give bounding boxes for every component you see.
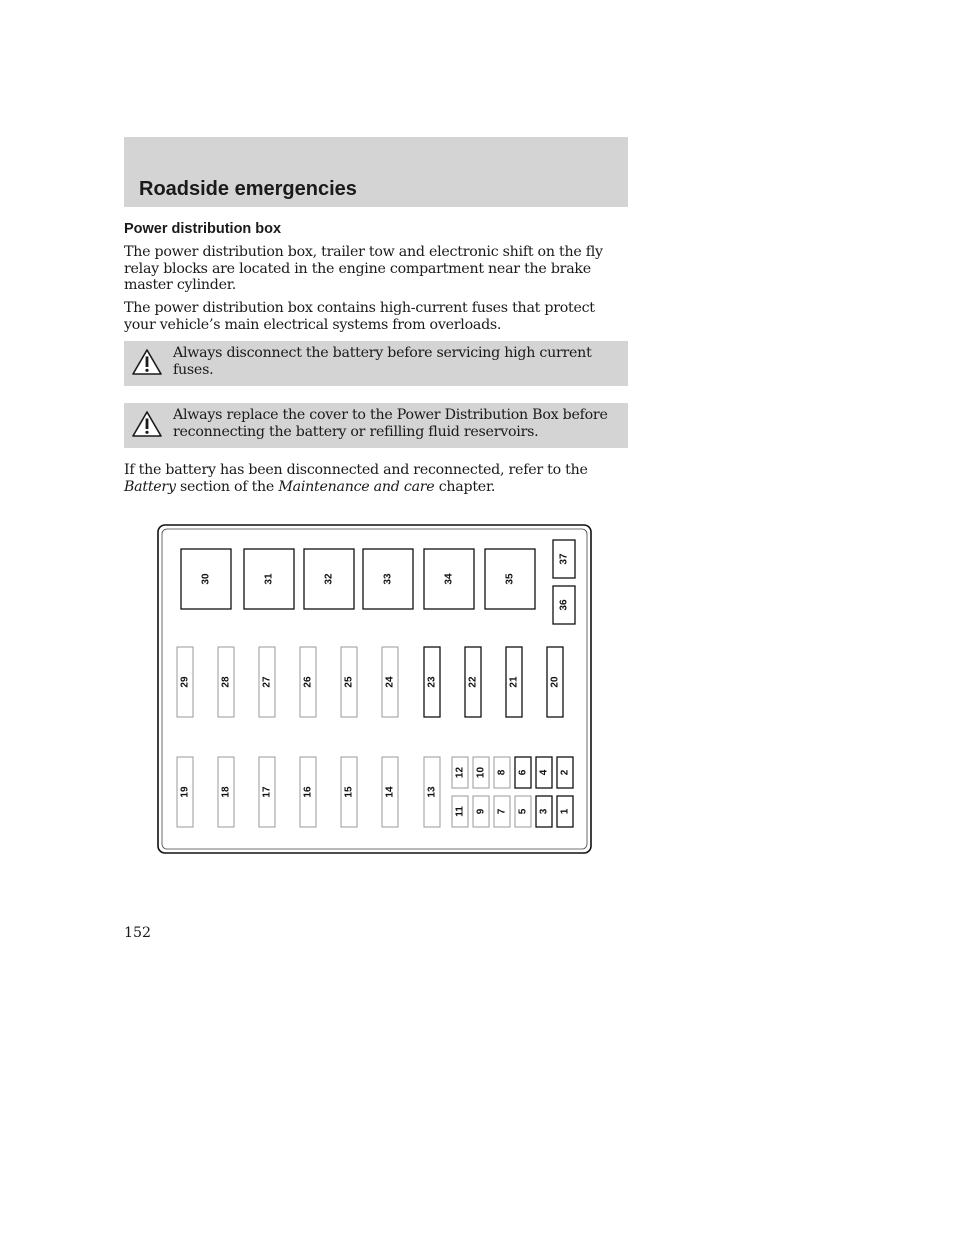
maintenance-chapter-reference: Maintenance and care	[278, 478, 435, 495]
closing-text-after: chapter.	[434, 478, 496, 495]
fuse-11	[452, 796, 468, 827]
fuse-12	[452, 757, 468, 788]
fuse-8	[494, 757, 510, 788]
warning-box-cover	[124, 403, 628, 448]
fuse-19-label: 19	[179, 786, 191, 798]
closing-paragraph	[124, 462, 629, 495]
fuse-17	[259, 757, 275, 827]
fuse-27	[259, 647, 275, 717]
fuse-23	[424, 647, 440, 717]
fuse-6	[515, 757, 531, 788]
fuse-26-label: 26	[302, 676, 314, 688]
fuse-37	[553, 540, 575, 578]
fuse-28	[218, 647, 234, 717]
intro-paragraph: The power distribution box, trailer tow and electronic shift on the fly relay blocks are located in the engine compartment near the brake master cylinder.	[124, 244, 603, 293]
fuse-28-label: 28	[220, 676, 232, 688]
warning-icon	[131, 410, 163, 438]
fuse-paragraph: The power distribution box contains high-current fuses that protect your vehicle’s main electrical systems from overloads.	[124, 300, 595, 333]
fuse-35-label: 35	[504, 573, 516, 585]
fuse-29	[177, 647, 193, 717]
fuse-20	[547, 647, 563, 717]
fuse-29-label: 29	[179, 676, 191, 688]
fuse-3	[536, 796, 552, 827]
fuse-22-label: 22	[467, 676, 479, 688]
fuse-24-label: 24	[384, 676, 396, 688]
fuse-25	[341, 647, 357, 717]
section-heading: Power distribution box	[124, 221, 282, 237]
fuse-18-label: 18	[220, 786, 232, 798]
fuse-18	[218, 757, 234, 827]
fuse-8-label: 8	[496, 769, 508, 776]
fuse-9	[473, 796, 489, 827]
battery-reference: Battery	[124, 478, 176, 495]
fuse-13	[424, 757, 440, 827]
fuse-23-label: 23	[426, 676, 438, 688]
fuse-36	[553, 586, 575, 624]
fuse-33	[363, 549, 413, 609]
fuse-30	[181, 549, 231, 609]
fuse-7	[494, 796, 510, 827]
fuse-34	[424, 549, 474, 609]
warning-icon	[131, 348, 163, 376]
fuse-10	[473, 757, 489, 788]
fuse-15-label: 15	[343, 786, 355, 798]
fuse-24	[382, 647, 398, 717]
warning-box-battery	[124, 341, 628, 386]
chapter-title: Roadside emergencies	[139, 178, 357, 200]
fuse-15	[341, 757, 357, 827]
fuse-36-label: 36	[558, 599, 570, 611]
fuse-10-label: 10	[475, 766, 487, 779]
fuse-32-label: 32	[323, 573, 335, 585]
page-number: 152	[124, 925, 152, 941]
fuse-26	[300, 647, 316, 717]
fuse-35	[485, 549, 535, 609]
fuse-6-label: 6	[517, 769, 529, 776]
fuse-20-label: 20	[549, 676, 561, 688]
closing-text-middle: section of the	[175, 478, 279, 495]
fuse-37-label: 37	[558, 553, 570, 565]
fuse-30-label: 30	[200, 573, 212, 585]
fuse-19	[177, 757, 193, 827]
fuse-21-label: 21	[508, 676, 520, 688]
fuse-4-label: 4	[538, 769, 550, 776]
fuse-2-label: 2	[559, 769, 571, 776]
fuse-21	[506, 647, 522, 717]
fuse-17-label: 17	[261, 786, 273, 798]
fuse-13-label: 13	[426, 786, 438, 798]
fuse-5	[515, 796, 531, 827]
fuse-14	[382, 757, 398, 827]
fuse-34-label: 34	[443, 573, 455, 585]
fuse-33-label: 33	[382, 573, 394, 585]
fuse-3-label: 3	[538, 808, 550, 815]
fuse-7-label: 7	[496, 808, 508, 815]
fuse-22	[465, 647, 481, 717]
fuse-32	[304, 549, 354, 609]
fuse-31	[244, 549, 294, 609]
fuse-31-label: 31	[263, 573, 275, 585]
fuse-5-label: 5	[517, 808, 529, 815]
warning-text-cover: Always replace the cover to the Power Distribution Box before reconnecting the battery or refilling fluid reservoirs.	[173, 407, 608, 440]
fuse-box-diagram	[157, 524, 593, 856]
fuse-4	[536, 757, 552, 788]
warning-text-battery: Always disconnect the battery before servicing high current fuses.	[173, 345, 592, 378]
fuse-14-label: 14	[384, 786, 396, 798]
fuse-12-label: 12	[454, 766, 466, 779]
header-band	[124, 137, 628, 207]
fuse-16-label: 16	[302, 786, 314, 798]
fuse-1	[557, 796, 573, 827]
fuse-27-label: 27	[261, 676, 273, 688]
fuse-1-label: 1	[559, 808, 571, 815]
fuse-16	[300, 757, 316, 827]
fuse-11-label: 11	[454, 806, 466, 817]
fuse-25-label: 25	[343, 676, 355, 688]
closing-text-before: If the battery has been disconnected and reconnected, refer to the	[124, 462, 588, 478]
fuse-2	[557, 757, 573, 788]
fuse-9-label: 9	[475, 808, 487, 815]
